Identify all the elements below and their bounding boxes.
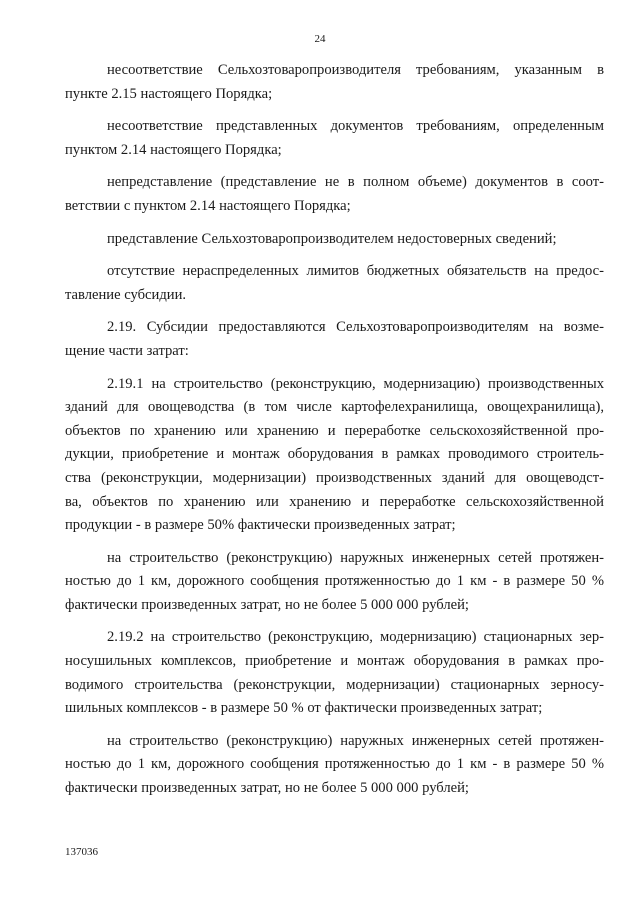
paragraph-line: 2.19.1 на строительство (реконструкцию, модернизацию) производственных xyxy=(107,375,604,392)
paragraph xyxy=(65,171,604,218)
paragraph-line: фактически произведенных затрат, но не более 5 000 000 рублей; xyxy=(65,596,469,613)
paragraph-spacer xyxy=(107,538,604,547)
paragraph-line: 2.19. Субсидии предоставляются Сельхозтоваропроизводителям на возме- xyxy=(107,319,604,336)
paragraph-line: щение части затрат: xyxy=(65,342,189,359)
paragraph-spacer xyxy=(107,219,604,228)
paragraph-line: представление Сельхозтоваропроизводителем недостоверных сведений; xyxy=(107,230,557,247)
paragraph xyxy=(65,115,604,162)
paragraph-line: носушильных комплексов, приобретение и монтаж оборудования в рамках про- xyxy=(65,653,604,670)
paragraph-line: несоответствие представленных документов требованиям, определенным xyxy=(107,118,604,135)
paragraph-line: отсутствие нераспределенных лимитов бюджетных обязательств на предос- xyxy=(107,263,604,280)
paragraph-line: тавление субсидии. xyxy=(65,286,187,303)
paragraph-spacer xyxy=(107,106,604,115)
paragraph xyxy=(65,730,604,801)
paragraph-line: ства (реконструкции, модернизации) производственных зданий для овощеводст- xyxy=(65,469,604,486)
paragraph-line: объектов по хранению или хранению и переработке сельскохозяйственной про- xyxy=(65,422,604,439)
paragraph-line: продукции - в размере 50% фактически произведенных затрат; xyxy=(65,517,456,534)
paragraph-line: ностью до 1 км, дорожного сообщения протяженностью до 1 км - в размере 50 % xyxy=(65,756,604,773)
paragraph-spacer xyxy=(107,251,604,260)
document-body xyxy=(65,59,604,801)
paragraph-line: пунктом 2.14 настоящего Порядка; xyxy=(65,141,282,158)
paragraph-line: 2.19.2 на строительство (реконструкцию, модернизацию) стационарных зер- xyxy=(107,629,604,646)
paragraph-line: ва, объектов по хранению или хранению и переработке сельскохозяйственной xyxy=(65,493,604,510)
paragraph-line: шильных комплексов - в размере 50 % от фактически произведенных затрат; xyxy=(65,700,543,717)
paragraph xyxy=(65,547,604,618)
paragraph-line: фактически произведенных затрат, но не более 5 000 000 рублей; xyxy=(65,780,469,797)
paragraph xyxy=(107,228,604,252)
paragraph-line: водимого строительства (реконструкции, модернизации) стационарных зерносу- xyxy=(65,676,604,693)
document-code: 137036 xyxy=(65,846,98,858)
paragraph-spacer xyxy=(107,617,604,626)
paragraph-line: зданий для овощеводства (в том числе картофелехранилища, овощехранилища), xyxy=(65,399,604,416)
paragraph-spacer xyxy=(107,721,604,730)
paragraph xyxy=(65,626,604,720)
paragraph xyxy=(65,373,604,538)
paragraph-line: пункте 2.15 настоящего Порядка; xyxy=(65,85,273,102)
paragraph xyxy=(65,260,604,307)
paragraph-spacer xyxy=(107,307,604,316)
page-number: 24 xyxy=(314,33,326,45)
paragraph-line: несоответствие Сельхозтоваропроизводителя требованиям, указанным в xyxy=(107,62,604,78)
paragraph-line: дукции, приобретение и монтаж оборудования в рамках проводимого строитель- xyxy=(65,446,604,463)
paragraph-line: ностью до 1 км, дорожного сообщения протяженностью до 1 км - в размере 50 % xyxy=(65,573,604,590)
paragraph-line: ветствии с пунктом 2.14 настоящего Порядка; xyxy=(65,197,351,214)
paragraph-line: на строительство (реконструкцию) наружных инженерных сетей протяжен- xyxy=(107,732,604,749)
paragraph-line: непредставление (представление не в полном объеме) документов в соот- xyxy=(107,174,604,191)
paragraph-spacer xyxy=(107,162,604,171)
paragraph-line: на строительство (реконструкцию) наружных инженерных сетей протяжен- xyxy=(107,549,604,566)
paragraph-spacer xyxy=(107,364,604,373)
paragraph xyxy=(65,59,604,106)
paragraph xyxy=(65,316,604,363)
